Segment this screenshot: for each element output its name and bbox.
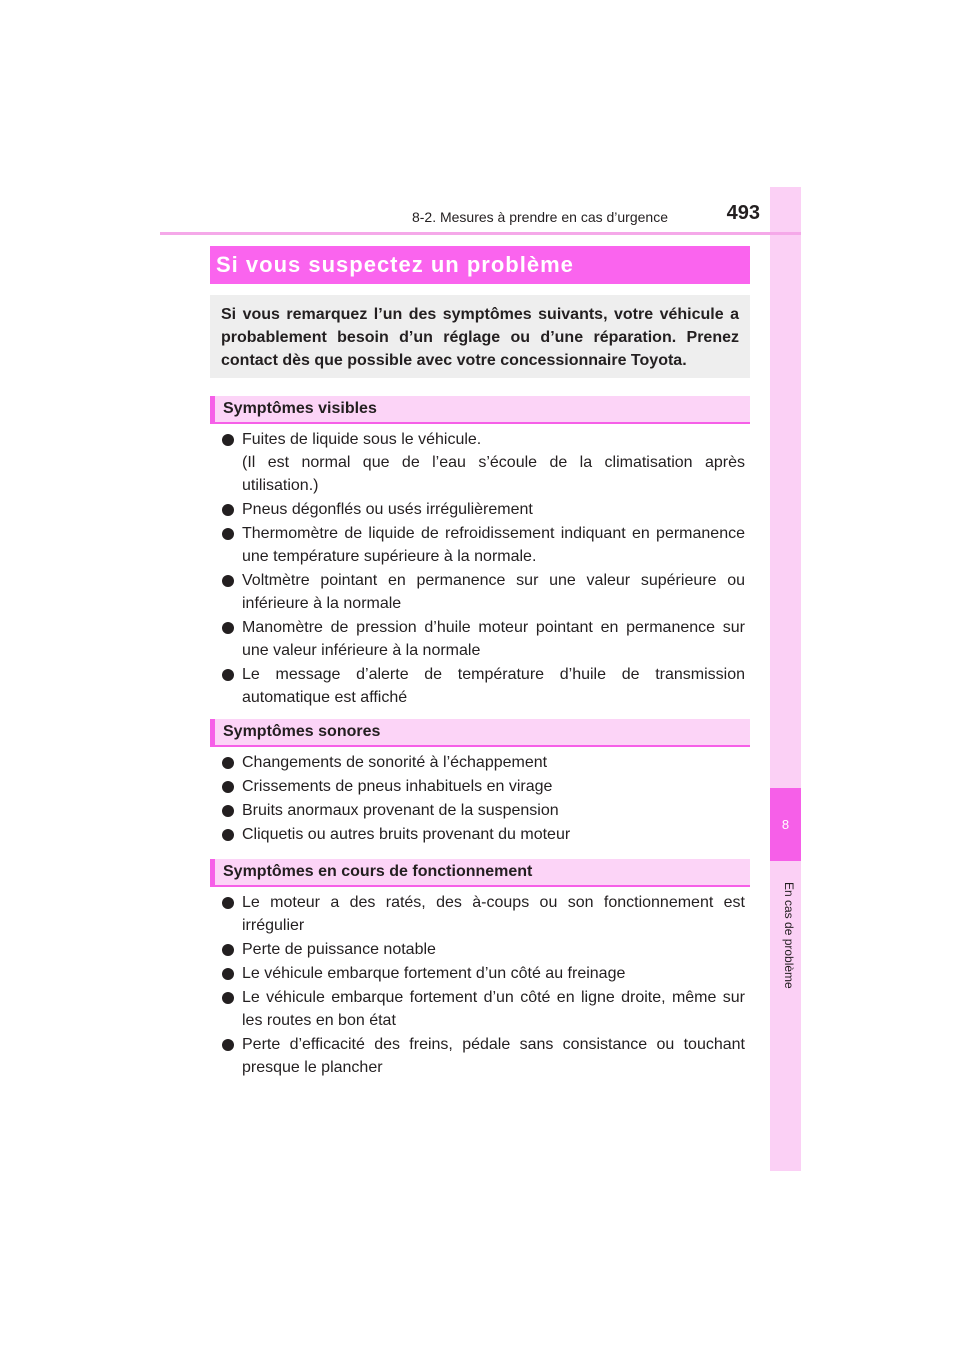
bullet-icon <box>222 622 234 634</box>
bullet-icon <box>222 669 234 681</box>
bullet-icon <box>222 944 234 956</box>
list-item <box>222 799 745 822</box>
list-item-text: Crissements de pneus inhabituels en virage <box>242 778 553 795</box>
bullet-icon <box>222 805 234 817</box>
section-heading-operation: Symptômes en cours de fonctionnement <box>210 859 750 887</box>
list-item-text: Le véhicule embarque fortement d’un côté au freinage <box>242 965 626 982</box>
bullet-icon <box>222 968 234 980</box>
list-item-text: Perte de puissance notable <box>242 941 436 958</box>
bullet-icon <box>222 528 234 540</box>
list-item-text: Le message d’alerte de température d’huile de transmission automatique est affiché <box>242 666 745 706</box>
list-visible-symptoms <box>222 428 745 710</box>
list-item <box>222 751 745 774</box>
bullet-icon <box>222 434 234 446</box>
list-item <box>222 498 745 521</box>
page-number: 493 <box>726 202 760 224</box>
list-item-text: Voltmètre pointant en permanence sur une valeur supérieure ou inférieure à la normale <box>242 572 745 612</box>
list-item-text: Thermomètre de liquide de refroidissement indiquant en permanence une température supérieure à la normale. <box>242 525 745 565</box>
intro-box: Si vous remarquez l’un des symptômes suivants, votre véhicule a probablement besoin d’un réglage ou d’une réparation. Prenez contact dès que possible avec votre concessionnaire Toyota. <box>210 295 750 378</box>
bullet-icon <box>222 504 234 516</box>
list-item <box>222 775 745 798</box>
list-item <box>222 569 745 615</box>
list-item <box>222 891 745 937</box>
list-item-text: Fuites de liquide sous le véhicule. <box>242 431 482 448</box>
list-item <box>222 522 745 568</box>
list-item-text: Perte d’efficacité des freins, pédale sans consistance ou touchant presque le plancher <box>242 1036 745 1076</box>
list-item-text: Le véhicule embarque fortement d’un côté en ligne droite, même sur les routes en bon état <box>242 989 745 1029</box>
list-item <box>222 986 745 1032</box>
list-item <box>222 1033 745 1079</box>
list-item <box>222 428 745 497</box>
bullet-icon <box>222 757 234 769</box>
section-heading-sound: Symptômes sonores <box>210 719 750 747</box>
chapter-number: 8 <box>770 788 801 861</box>
list-item-text: Manomètre de pression d’huile moteur pointant en permanence sur une valeur inférieure à la normale <box>242 619 745 659</box>
header-divider <box>160 232 801 235</box>
list-item <box>222 938 745 961</box>
list-item <box>222 962 745 985</box>
list-sound-symptoms <box>222 751 745 847</box>
bullet-icon <box>222 897 234 909</box>
bullet-icon <box>222 575 234 587</box>
list-item-text: Le moteur a des ratés, des à-coups ou son fonctionnement est irrégulier <box>242 894 745 934</box>
list-item-text: Bruits anormaux provenant de la suspension <box>242 802 559 819</box>
list-item-text: Cliquetis ou autres bruits provenant du moteur <box>242 826 571 843</box>
bullet-icon <box>222 781 234 793</box>
bullet-icon <box>222 1039 234 1051</box>
chapter-side-tab <box>770 187 801 1171</box>
list-operation-symptoms <box>222 891 745 1080</box>
running-header: 8-2. Mesures à prendre en cas d’urgence <box>411 209 668 225</box>
section-heading-visible: Symptômes visibles <box>210 396 750 424</box>
list-item <box>222 616 745 662</box>
list-item-text: Changements de sonorité à l’échappement <box>242 754 548 771</box>
page-title: Si vous suspectez un problème <box>210 246 750 284</box>
list-item <box>222 663 745 709</box>
bullet-icon <box>222 992 234 1004</box>
list-item <box>222 823 745 846</box>
bullet-icon <box>222 829 234 841</box>
list-item-note: (Il est normal que de l’eau s’écoule de la climatisation après utilisation.) <box>242 454 745 494</box>
chapter-label: En cas de problème <box>782 881 796 989</box>
list-item-text: Pneus dégonflés ou usés irrégulièrement <box>242 501 533 518</box>
